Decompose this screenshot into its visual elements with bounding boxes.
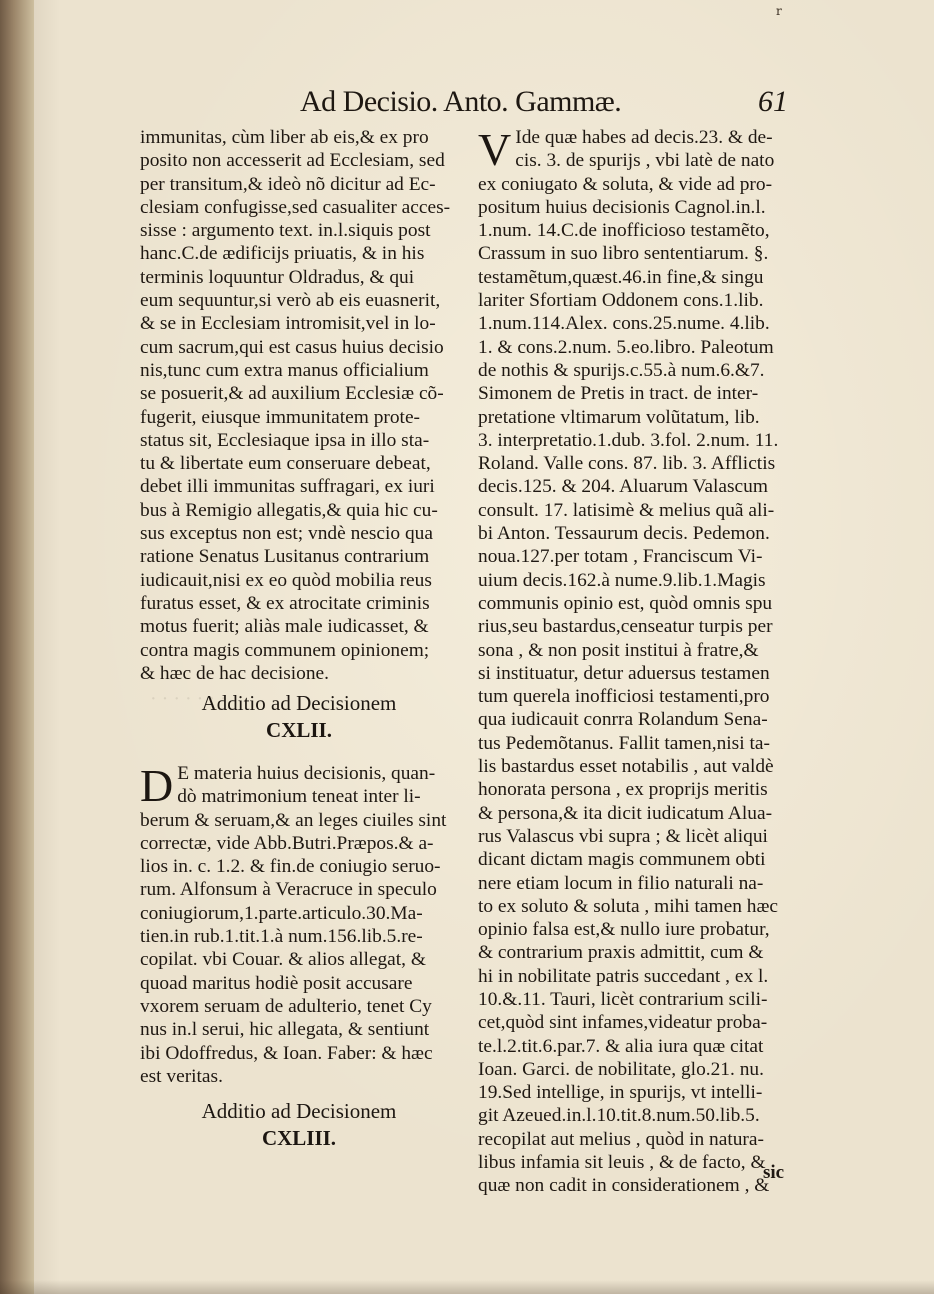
text-line: decis.125. & 204. Aluarum Valascum (478, 476, 768, 498)
page-edge-shadow (0, 1280, 934, 1294)
text-line: recopilat aut melius , quòd in natura- (478, 1128, 764, 1150)
text-line: quoad maritus hodiè posit accusare (140, 972, 413, 994)
text-line: dicant dictam magis communem obti (478, 849, 766, 871)
heading-title: Additio ad Decisionem (201, 691, 397, 715)
section-heading-143 (140, 1098, 458, 1152)
text-line: per transitum,& ideò nõ dicitur ad Ec- (140, 173, 436, 195)
text-line: Simonem de Pretis in tract. de inter- (478, 383, 759, 405)
text-line: quæ non cadit in considerationem , & (478, 1175, 770, 1197)
text-line: communis opinio est, quòd omnis spu (478, 592, 773, 614)
text-line: ratione Senatus Lusitanus contrarium (140, 546, 430, 568)
text-line: vxorem seruam de adulterio, tenet Cy (140, 995, 432, 1017)
text-line: consult. 17. latisimè & melius quã ali- (478, 499, 775, 521)
running-title: Ad Decisio. Anto. Gammæ. (300, 85, 622, 118)
text-line: si instituatur, detur aduersus testamen (478, 662, 770, 684)
text-line: eum sequuntur,si verò ab eis euasnerit, (140, 290, 441, 312)
text-line: & contrarium praxis admittit, cum & (478, 942, 764, 964)
text-line: tien.in rub.1.tit.1.à num.156.lib.5.re- (140, 926, 423, 948)
heading-number: CXLII. (266, 718, 332, 742)
text-line: hanc.C.de ædificijs priuatis, & in his (140, 243, 425, 265)
text-line: 1. & cons.2.num. 5.eo.libro. Paleotum (478, 336, 774, 358)
text-line: rius,seu bastardus,censeatur turpis per (478, 616, 773, 638)
text-line: pretatione vltimarum volũtatum, lib. (478, 406, 760, 428)
text-line: sona , & non posit institui à fratre,& (478, 639, 759, 661)
text-line: contra magis communem opinionem; (140, 639, 430, 661)
text-line: se posuerit,& ad auxilium Ecclesiæ cõ- (140, 383, 444, 405)
text-line: qua iudicauit conrra Rolandum Sena- (478, 709, 768, 731)
text-line: 1.num. 14.C.de inofficioso testamẽto, (478, 220, 770, 242)
text-line: & se in Ecclesiam intromisit,vel in lo- (140, 313, 436, 335)
text-line: cum sacrum,qui est casus huius decisio (140, 336, 444, 358)
text-line: status sit, Ecclesiaque ipsa in illo sta- (140, 429, 430, 451)
section-142-lines (140, 762, 458, 1088)
text-line: & hæc de hac decisione. (140, 662, 329, 684)
text-line: rum. Alfonsum à Veracruce in speculo (140, 879, 437, 901)
text-line: de nothis & spurijs.c.55.à num.6.&7. (478, 359, 765, 381)
text-line: iudicauit,nisi ex eo quòd mobilia reus (140, 569, 432, 591)
section-142-body (140, 762, 458, 1088)
text-line: Roland. Valle cons. 87. lib. 3. Afflictis (478, 453, 776, 475)
right-column (478, 126, 800, 1198)
text-line: cet,quòd sint infames,videatur proba- (478, 1012, 768, 1034)
right-column-lines (478, 126, 800, 1198)
text-line: git Azeued.in.l.10.tit.8.num.50.lib.5. (478, 1105, 760, 1127)
text-line: Crassum in suo libro sententiarum. §. (478, 243, 769, 265)
text-line: 19.Sed intellige, in spurijs, vt intelli- (478, 1082, 763, 1104)
text-line: tus Pedemõtanus. Fallit tamen,nisi ta- (478, 732, 770, 754)
section-heading-142 (140, 690, 458, 744)
corner-mark: r (776, 4, 782, 18)
text-line: & persona,& ita dicit iudicatum Alua- (478, 802, 773, 824)
text-line: 3. interpretatio.1.dub. 3.fol. 2.num. 11. (478, 429, 779, 451)
text-line: sus exceptus non est; vndè nescio qua (140, 523, 433, 545)
text-line: sisse : argumento text. in.l.siquis post (140, 220, 431, 242)
left-column-text (140, 126, 458, 685)
text-line: nus in.l serui, hic allegata, & sentiunt (140, 1019, 430, 1041)
text-line: uium decis.162.à nume.9.lib.1.Magis (478, 569, 766, 591)
text-line: ibi Odoffredus, & Ioan. Faber: & hæc (140, 1042, 433, 1064)
text-line: nis,tunc cum extra manus officialium (140, 359, 429, 381)
text-line: honorata persona , ex proprijs meritis (478, 779, 768, 801)
drop-cap-letter: V (478, 124, 512, 175)
text-line: fugerit, eiusque immunitatem prote- (140, 406, 421, 428)
text-line: correctæ, vide Abb.Butri.Præpos.& a- (140, 832, 434, 854)
text-line: debet illi immunitas suffragari, ex iuri (140, 476, 435, 498)
text-line: lis bastardus esset notabilis , aut valdè (478, 756, 774, 778)
bleed-through-text: · · · · · · · (150, 688, 227, 710)
drop-cap-letter: D (140, 760, 174, 811)
text-line: clesiam confugisse,sed casualiter acces- (140, 196, 451, 218)
text-line: lariter Sfortiam Oddonem cons.1.lib. (478, 290, 764, 312)
text-line: bi Anton. Tessaurum decis. Pedemon. (478, 523, 770, 545)
text-line: cis. 3. de spurijs , vbi latè de nato (515, 150, 775, 172)
text-line: tu & libertate eum conseruare debeat, (140, 453, 431, 475)
text-line: berum & seruam,& an leges ciuiles sint (140, 809, 447, 831)
binding-gutter (0, 0, 34, 1294)
text-line: Ioan. Garci. de nobilitate, glo.21. nu. (478, 1058, 764, 1080)
page-number: 61 (758, 85, 788, 118)
text-line: 10.&.11. Tauri, licèt contrarium scili- (478, 988, 768, 1010)
text-line: hi in nobilitate patris succedant , ex l. (478, 965, 769, 987)
catchword: sic (763, 1162, 785, 1183)
text-line: opinio falsa est,& nullo iure probatur, (478, 919, 770, 941)
text-line: to ex soluto & soluta , mihi tamen hæc (478, 895, 778, 917)
text-line: coniugiorum,1.parte.articulo.30.Ma- (140, 902, 423, 924)
text-line: immunitas, cùm liber ab eis,& ex pro (140, 127, 429, 148)
text-line: lios in. c. 1.2. & fin.de coniugio seruo- (140, 856, 441, 878)
text-line: E materia huius decisionis, quan- (177, 763, 436, 784)
heading-title: Additio ad Decisionem (201, 1099, 397, 1123)
text-line: libus infamia sit leuis , & de facto, & (478, 1152, 766, 1174)
text-line: 1.num.114.Alex. cons.25.nume. 4.lib. (478, 313, 770, 335)
text-line: te.l.2.tit.6.par.7. & alia iura quæ citat (478, 1035, 764, 1057)
text-line: testamẽtum,quæst.46.in fine,& singu (478, 266, 764, 288)
text-line: positum huius decisionis Cagnol.in.l. (478, 196, 766, 218)
text-line: posito non accesserit ad Ecclesiam, sed (140, 150, 445, 172)
text-line: furatus esset, & ex atrocitate criminis (140, 592, 430, 614)
text-line: tum querela inofficiosi testamenti,pro (478, 686, 770, 708)
text-line: copilat. vbi Couar. & alios allegat, & (140, 949, 426, 971)
text-line: rus Valascus vbi supra ; & licèt aliqui (478, 825, 768, 847)
text-line: est veritas. (140, 1065, 223, 1087)
text-line: motus fuerit; aliàs male iudicasset, & (140, 616, 429, 638)
text-line: noua.127.per totam , Franciscum Vi- (478, 546, 763, 568)
text-line: bus à Remigio allegatis,& quia hic cu- (140, 499, 438, 521)
text-line: ex coniugato & soluta, & vide ad pro- (478, 173, 773, 195)
text-line: nere etiam locum in filio naturali na- (478, 872, 764, 894)
text-line: dò matrimonium teneat inter li- (177, 786, 421, 808)
text-line: terminis loquuntur Oldradus, & qui (140, 266, 415, 288)
heading-number: CXLIII. (261, 1126, 337, 1150)
text-line: Ide quæ habes ad decis.23. & de- (515, 127, 773, 148)
